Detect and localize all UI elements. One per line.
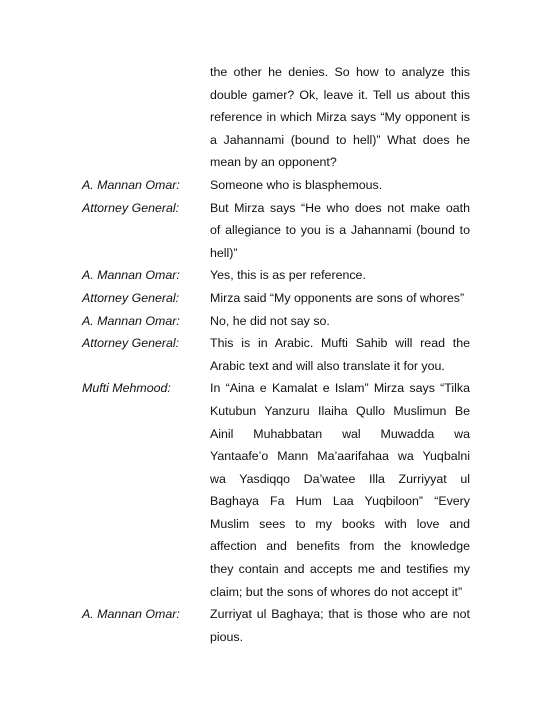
transcript-entry: [82, 264, 470, 287]
speech-line: wa Yasdiqqo Da’watee Illa Zurriyyat ul: [210, 471, 470, 486]
speaker-label: [82, 61, 210, 174]
transcript-entry: [82, 332, 470, 377]
speech-line: double gamer? Ok, leave it. Tell us about this: [210, 87, 470, 102]
speech-line: Muslim sees to my books with love and: [210, 516, 470, 531]
speaker-label: Attorney General:: [82, 200, 180, 215]
transcript-entry: [82, 377, 470, 603]
transcript-entry: [82, 174, 470, 197]
speech-line: Arabic text and will also translate it for you.: [210, 358, 445, 373]
speech-line: of allegiance to you is a Jahannami (bound to: [210, 223, 470, 238]
speech-line: a Jahannami (bound to hell)” What does he: [210, 132, 470, 147]
speech-line: No, he did not say so.: [210, 313, 330, 328]
speech-line: Yes, this is as per reference.: [210, 268, 366, 283]
speech-line: affection and benefits from the knowledge: [210, 539, 470, 554]
transcript-entry: [82, 197, 470, 265]
speech-line: pious.: [210, 629, 244, 644]
speech-line: hell)”: [210, 245, 238, 260]
transcript-entry: [82, 310, 470, 333]
speech-text: [210, 377, 470, 603]
speaker-label: Attorney General:: [82, 290, 180, 305]
speech-line: Someone who is blasphemous.: [210, 177, 383, 192]
speech-text: [210, 61, 470, 174]
speech-line: Zurriyat ul Baghaya; that is those who are not: [210, 607, 470, 622]
transcript-entry: [82, 61, 470, 174]
speech-line: reference in which Mirza says “My opponent is: [210, 110, 470, 125]
speaker-label: A. Mannan Omar:: [82, 607, 180, 622]
speaker-label: Attorney General:: [82, 336, 180, 351]
speech-line: Kutubun Yanzuru Ilaiha Qullo Muslimun Be: [210, 403, 470, 418]
speech-line: Mirza said “My opponents are sons of whores”: [210, 290, 465, 305]
transcript-entry: [82, 603, 470, 648]
speaker-label: A. Mannan Omar:: [82, 313, 180, 328]
speaker-label: A. Mannan Omar:: [82, 268, 180, 283]
transcript-entry: [82, 287, 470, 310]
speech-text: [210, 603, 470, 648]
speech-line: claim; but the sons of whores do not accept it”: [210, 584, 463, 599]
speech-text: [210, 310, 470, 333]
speech-line: they contain and accepts me and testifies my: [210, 562, 470, 577]
speech-line: mean by an opponent?: [210, 155, 337, 170]
speech-text: [210, 287, 470, 310]
speech-text: [210, 332, 470, 377]
speech-line: the other he denies. So how to analyze this: [210, 65, 470, 79]
speech-line: Yantaafe’o Mann Ma’aarifahaa wa Yuqbalni: [210, 449, 470, 464]
speech-line: But Mirza says “He who does not make oath: [210, 200, 470, 215]
speaker-label: Mufti Mehmood:: [82, 381, 171, 396]
speech-line: In “Aina e Kamalat e Islam” Mirza says “Tilka: [210, 381, 470, 396]
speech-line: Baghaya Fa Hum Laa Yuqbiloon” “Every: [210, 494, 470, 509]
speech-text: [210, 264, 470, 287]
speech-text: [210, 174, 470, 197]
speech-line: Ainil Muhabbatan wal Muwadda wa: [210, 426, 470, 441]
transcript: [82, 61, 470, 648]
speech-text: [210, 197, 470, 265]
speaker-label: A. Mannan Omar:: [82, 177, 180, 192]
speech-line: This is in Arabic. Mufti Sahib will read the: [210, 336, 470, 351]
